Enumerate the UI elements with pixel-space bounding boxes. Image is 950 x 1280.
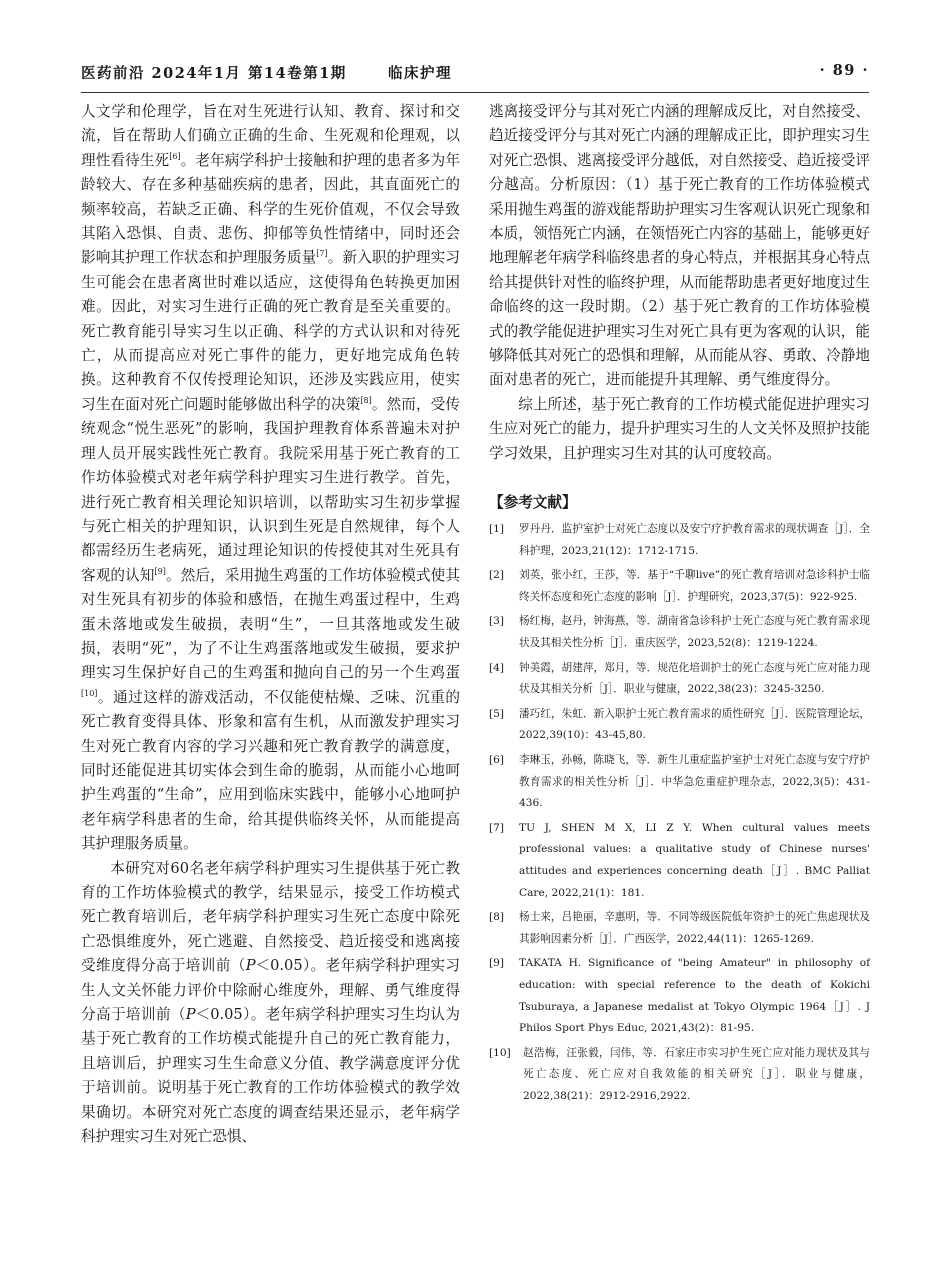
reference-item: [6] 李琳玉，孙畅，陈晓飞，等．新生儿重症监护室护士对死亡态度与安宁疗护教育需求的相关性分析［J］．中华急危重症护理杂志，2022,3(5)：431-436. (489, 754, 870, 810)
citation: [7] (316, 249, 328, 259)
references-title: 【参考文献】 (489, 494, 577, 512)
reference-item: [1] 罗丹丹．监护室护士对死亡态度以及安宁疗护教育需求的现状调查［J］．全科护理，2023,21(12)：1712-1715. (489, 523, 870, 557)
running-header (81, 62, 869, 88)
reference-item: [7] TU J, SHEN M X, LI Z Y. When cultural values meets professional values: a qualitative study of Chinese nurses' attitudes and experiences concerning death［J］. BMC Palliat Care, 2022,21(1)：181. (489, 821, 870, 899)
reference-item: [9] TAKATA H. Significance of "being Amateur" in philosophy of education: with special reference to the death of Kokichi Tsuburaya, a Japanese medalist at Tokyo Olympic 1964［J］. J Philos Sport Phys Educ, 2021,43(2)：81-95. (489, 957, 870, 1035)
reference-item: [5] 潘巧红，朱虹．新入职护士死亡教育需求的质性研究［J］．医院管理论坛，2022,39(10)：43-45,80. (489, 707, 870, 742)
reference-item: [8] 杨士来，吕艳丽，辛惠明，等．不同等级医院低年资护士的死亡焦虑现状及其影响因素分析［J］．广西医学，2022,44(11)：1265-1269. (489, 911, 870, 945)
citation: [8] (360, 395, 372, 405)
page-number: · 89 · (819, 62, 869, 79)
citation: [10] (81, 688, 98, 698)
citation: [6] (169, 151, 181, 161)
reference-item: [4] 钟美霞，胡建萍，郑月，等．规范化培训护士的死亡态度与死亡应对能力现状及其相关分析［J］．职业与健康，2022,38(23)：3245-3250. (489, 661, 870, 696)
reference-item: [3] 杨红梅，赵丹，钟海燕，等．湖南省急诊科护士死亡态度与死亡教育需求现状及其相关性分析［J］．重庆医学，2023,52(8)：1219-1224. (489, 615, 870, 650)
reference-list (489, 519, 870, 1107)
journal-info: 医药前沿 2024年1月 第14卷第1期 (81, 65, 347, 82)
body-paragraph: 本研究对60名老年病学科护理实习生提供基于死亡教育的工作坊体验模式的教学，结果显示，接受工作坊模式死亡教育培训后，老年病学科护理实习生死亡态度中除死亡恐惧维度外，死亡逃避、自然接受、趋近接受和逃离接受维度得分高于培训前（P＜0.05）。老年病学科护理实习生人文关怀能力评价中除耐心维度外，理解、勇气维度得分高于培训前（P＜0.05）。老年病学科护理实习生均认为基于死亡教育的工作坊模式能提升自己的死亡教育能力，且培训后，护理实习生生命意义分值、教学满意度评分优于培训前。说明基于死亡教育的工作坊体验模式的教学效果确切。本研究对死亡态度的调查结果还显示，老年病学科护理实习生对死亡恐惧、 (81, 859, 460, 1146)
citation: [9] (154, 566, 166, 576)
section-name: 临床护理 (388, 65, 452, 82)
body-paragraph: 逃离接受评分与其对死亡内涵的理解成反比，对自然接受、趋近接受评分与其对死亡内涵的理解成正比，即护理实习生对死亡恐惧、逃离接受评分越低，对自然接受、趋近接受评分越高。分析原因：（1）基于死亡教育的工作坊体验模式采用抛生鸡蛋的游戏能帮助护理实习生客观认识死亡现象和本质，领悟死亡内涵，在领悟死亡内容的基础上，能够更好地理解老年病学科临终患者的身心特点，并根据其身心特点给其提供针对性的临终护理，从而能帮助患者更好地度过生命临终的这一段时期。（2）基于死亡教育的工作坊体验模式的教学能促进护理实习生对死亡具有更为客观的认识，能够降低其对死亡的恐惧和理解，从而能从容、勇敢、冷静地面对患者的死亡，进而能提升其理解、勇气维度得分。 (489, 103, 870, 389)
reference-item: [10] 赵浩梅，汪张毅，闫伟，等．石家庄市实习护生死亡应对能力现状及其与死亡态度、死亡应对自我效能的相关研究［J］．职业与健康，2022,38(21)：2912-2916,2922. (489, 1046, 870, 1102)
right-column (489, 100, 870, 1111)
conclusion-paragraph: 综上所述，基于死亡教育的工作坊模式能促进护理实习生应对死亡的能力，提升护理实习生的人文关怀及照护技能学习效果，且护理实习生对其的认可度较高。 (489, 395, 870, 462)
reference-item: [2] 刘英，张小红，王莎，等．基于“千聊live”的死亡教育培训对急诊科护士临终关怀态度和死亡态度的影响［J］．护理研究，2023,37(5)：922-925. (489, 569, 870, 603)
left-column (81, 100, 460, 1149)
header-rule (81, 92, 869, 93)
body-paragraph: 人文学和伦理学，旨在对生死进行认知、教育、探讨和交流，旨在帮助人们确立正确的生命、生死观和伦理观，以理性看待生死[6]。老年病学科护士接触和护理的患者多为年龄较大、存在多种基础疾病的患者，因此，其直面死亡的频率较高，若缺乏正确、科学的生死价值观，不仅会导致其陷入恐惧、自责、悲伤、抑郁等负性情绪中，同时还会影响其护理工作状态和护理服务质量[7]。新入职的护理实习生可能会在患者离世时难以适应，这使得角色转换更加困难。因此，对实习生进行正确的死亡教育是至关重要的。死亡教育能引导实习生以正确、科学的方式认识和对待死亡，从而提高应对死亡事件的能力，更好地完成角色转换。这种教育不仅传授理论知识，还涉及实践应用，使实习生在面对死亡问题时能够做出科学的决策[8]。然而，受传统观念“悦生恶死”的影响，我国护理教育体系普遍未对护理人员开展实践性死亡教育。我院采用基于死亡教育的工作坊体验模式对老年病学科护理实习生进行教学。首先，进行死亡教育相关理论知识培训，以帮助实习生初步掌握与死亡相关的护理知识，认识到生死是自然规律，每个人都需经历生老病死，通过理论知识的传授使其对生死具有客观的认知[9]。然后，采用抛生鸡蛋的工作坊体验模式使其对生死具有初步的体验和感悟，在抛生鸡蛋过程中，生鸡蛋未落地或发生破损，表明“生”，一旦其落地或发生破损，表明“死”，为了不让生鸡蛋落地或发生破损，要求护理实习生保护好自己的生鸡蛋和抛向自己的另一个生鸡蛋[10]。通过这样的游戏活动，不仅能使枯燥、乏味、沉重的死亡教育变得具体、形象和富有生机，从而激发护理实习生对死亡教育内容的学习兴趣和死亡教育教学的满意度，同时还能促进其切实体会到生命的脆弱，从而能小心地呵护生鸡蛋的“生命”，应用到临床实践中，能够小心地呵护老年病学科患者的生命，给其提供临终关怀，从而能提高其护理服务质量。 (81, 103, 460, 853)
